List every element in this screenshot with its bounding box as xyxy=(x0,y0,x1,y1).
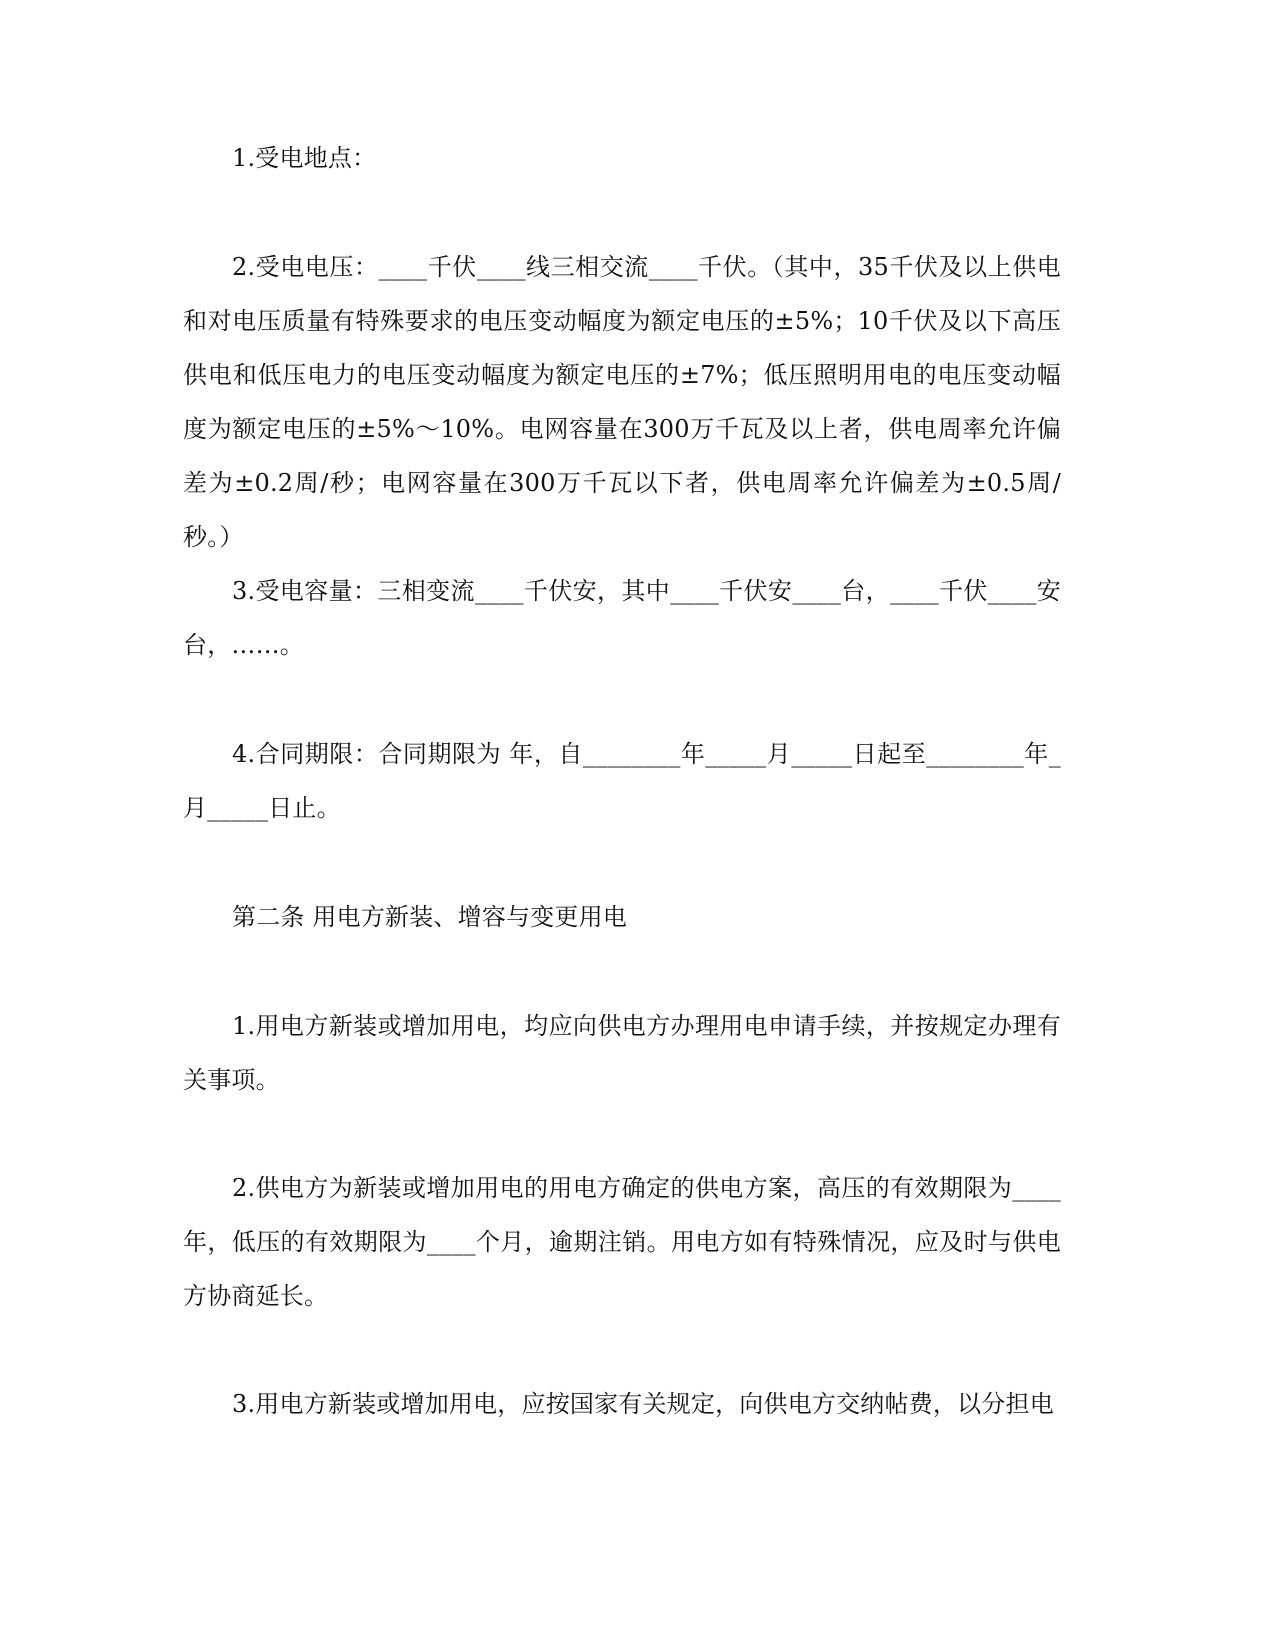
clause-item-contract-term: 4.合同期限：合同期限为 年，自________年_____月_____日起至________年_月_____日止。 xyxy=(183,740,1061,822)
clause-item-supply-plan: 2.供电方为新装或增加用电的用电方确定的供电方案，高压的有效期限为____年，低压的有效期限为____个月，逾期注销。用电方如有特殊情况，应及时与供电方协商延长。 xyxy=(183,1174,1061,1310)
clause-item-connection-fee: 3.用电方新装或增加用电，应按国家有关规定，向供电方交纳帖费，以分担电 xyxy=(232,1390,1054,1418)
article-heading: 第二条 用电方新装、增容与变更用电 xyxy=(232,903,628,931)
clause-item-receiving-voltage: 2.受电电压：____千伏____线三相交流____千伏。（其中，35千伏及以上供电和对电压质量有特殊要求的电压变动幅度为额定电压的±5%；10千伏及以下高压供电和低压电力的电压变动幅度为额定电压的±7%；低压照明用电的电压变动幅度为额定电压的±5%～10%。电网容量在300万千瓦及以上者，供电周率允许偏差为±0.2周/秒；电网容量在300万千瓦以下者，供电周率允许偏差为±0.5周/秒。） xyxy=(183,253,1061,551)
clause-item-receiving-location: 1.受电地点： xyxy=(232,144,377,172)
clause-item-new-installation: 1.用电方新装或增加用电，均应向供电方办理用电申请手续，并按规定办理有关事项。 xyxy=(183,1012,1061,1094)
clause-item-receiving-capacity: 3.受电容量：三相变流____千伏安，其中____千伏安____台，____千伏____安台，……。 xyxy=(183,577,1061,659)
